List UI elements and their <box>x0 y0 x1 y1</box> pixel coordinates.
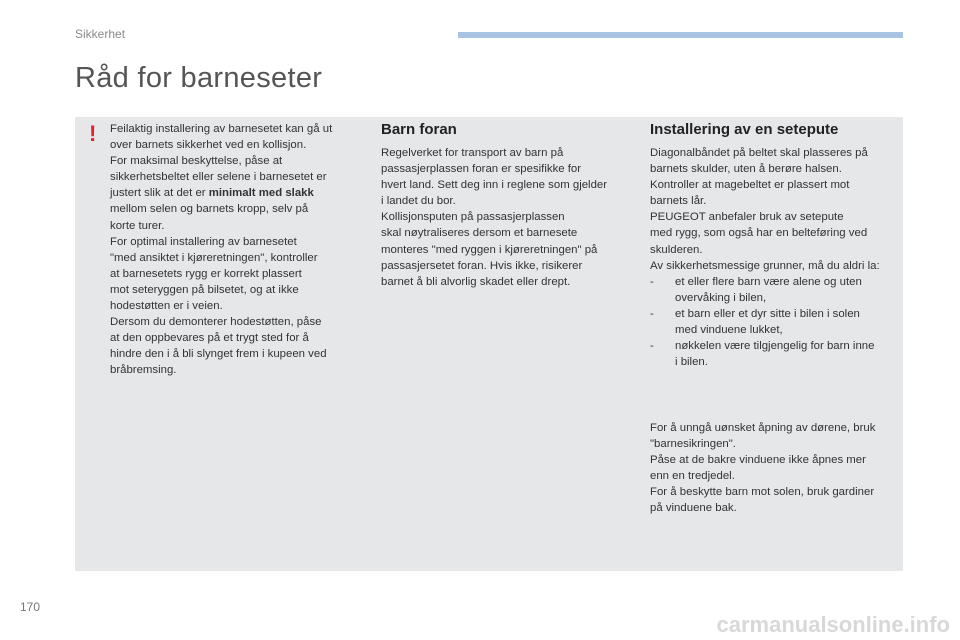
warning-text <box>110 121 332 379</box>
text-line: skal nøytraliseres dersom et barnesete <box>381 227 578 240</box>
text-line: Dersom du demonterer hodestøtten, påse <box>110 316 322 329</box>
bullet-line <box>650 354 880 370</box>
text-line: bråbremsing. <box>110 364 177 377</box>
text-line: mellom selen og barnets kropp, selv på <box>110 203 309 216</box>
text-line: Feilaktig installering av barnesetet kan gå ut <box>110 123 333 135</box>
page-number: 170 <box>20 600 41 614</box>
text-line: hodestøtten er i veien. <box>110 300 223 313</box>
bullet-line <box>650 338 880 354</box>
barnesikring-text <box>650 420 875 517</box>
text-line: PEUGEOT anbefaler bruk av setepute <box>650 211 844 224</box>
text-line: For å unngå uønsket åpning av dørene, bruk <box>650 422 876 434</box>
text-line: "med ansiktet i kjøreretningen", kontroller <box>110 251 318 264</box>
bullet-text: i bilen. <box>675 356 708 369</box>
text-line: hvert land. Sett deg inn i reglene som gjelder <box>381 179 608 192</box>
text-line: passasjerplassen foran er spesifikke for <box>381 163 582 176</box>
text-line: over barnets sikkerhet ved en kollisjon. <box>110 139 307 152</box>
text-line: passasjersetet foran. Hvis ikke, risikerer <box>381 259 583 272</box>
setepute-section <box>650 121 880 370</box>
text-line: Av sikkerhetsmessige grunner, må du aldri la: <box>650 259 880 272</box>
text-line: "barnesikringen". <box>650 438 736 451</box>
bullet-line <box>650 274 880 290</box>
warning-icon: ! <box>89 121 97 146</box>
watermark: carmanualsonline.info <box>716 612 950 637</box>
text-line: at barnesetets rygg er korrekt plassert <box>110 267 302 280</box>
text-line: For å beskytte barn mot solen, bruk gardiner <box>650 486 875 499</box>
text-line: Diagonalbåndet på beltet skal plasseres på <box>650 147 868 159</box>
bullet-text: overvåking i bilen, <box>675 291 767 304</box>
bullet-text: et barn eller et dyr sitte i bilen i solen <box>675 307 860 320</box>
text-line: sikkerhetsbeltet eller selene i barnesetet er <box>110 171 327 184</box>
barn-foran-section <box>381 121 607 290</box>
text-line: skulderen. <box>650 243 703 256</box>
text-line: korte turer. <box>110 219 165 232</box>
text-line: Kontroller at magebeltet er plassert mot <box>650 179 850 192</box>
text-line: på vinduene bak. <box>650 502 737 515</box>
bullet-text: et eller flere barn være alene og uten <box>675 275 862 288</box>
setepute-heading: Installering av en setepute <box>650 121 839 138</box>
emphasis-text: minimalt med slakk <box>208 187 314 200</box>
bullet-dash: - <box>650 275 654 288</box>
bullet-text: nøkkelen være tilgjengelig for barn inne <box>675 340 875 353</box>
bullet-line <box>650 290 880 306</box>
text-line <box>110 185 332 201</box>
text-line: Kollisjonsputen på passasjerplassen <box>381 211 565 224</box>
text-line: For maksimal beskyttelse, påse at <box>110 155 283 168</box>
page-title: Råd for barneseter <box>75 62 323 94</box>
text-line: mot seteryggen på bilsetet, og at ikke <box>110 283 299 296</box>
text-line: barnets lår. <box>650 195 707 208</box>
text-line: hindre den i å bli slynget frem i kupeen ved <box>110 348 327 361</box>
barn-foran-heading: Barn foran <box>381 121 457 138</box>
text-line: barnets skulder, uten å berøre halsen. <box>650 163 842 176</box>
bullet-dash: - <box>650 307 654 320</box>
bullet-line <box>650 322 880 338</box>
section-label: Sikkerhet <box>75 27 126 41</box>
bullet-dash: - <box>650 340 654 353</box>
bullet-text: med vinduene lukket, <box>675 324 783 337</box>
section-bar <box>458 32 903 38</box>
text-line: monteres "med ryggen i kjøreretningen" på <box>381 243 598 256</box>
text-line: enn en tredjedel. <box>650 470 735 483</box>
text-line: at den oppbevares på et trygt sted for å <box>110 332 309 345</box>
text-line: Påse at de bakre vinduene ikke åpnes mer <box>650 454 866 467</box>
text-line: med rygg, som også har en belteføring ved <box>650 227 868 240</box>
text-line: Regelverket for transport av barn på <box>381 147 564 159</box>
bullet-line <box>650 306 880 322</box>
text-line: For optimal installering av barnesetet <box>110 235 297 248</box>
text-fragment: justert slik at det er <box>110 187 209 200</box>
text-line: barnet å bli alvorlig skadet eller drept. <box>381 275 571 288</box>
text-line: i landet du bor. <box>381 195 456 208</box>
